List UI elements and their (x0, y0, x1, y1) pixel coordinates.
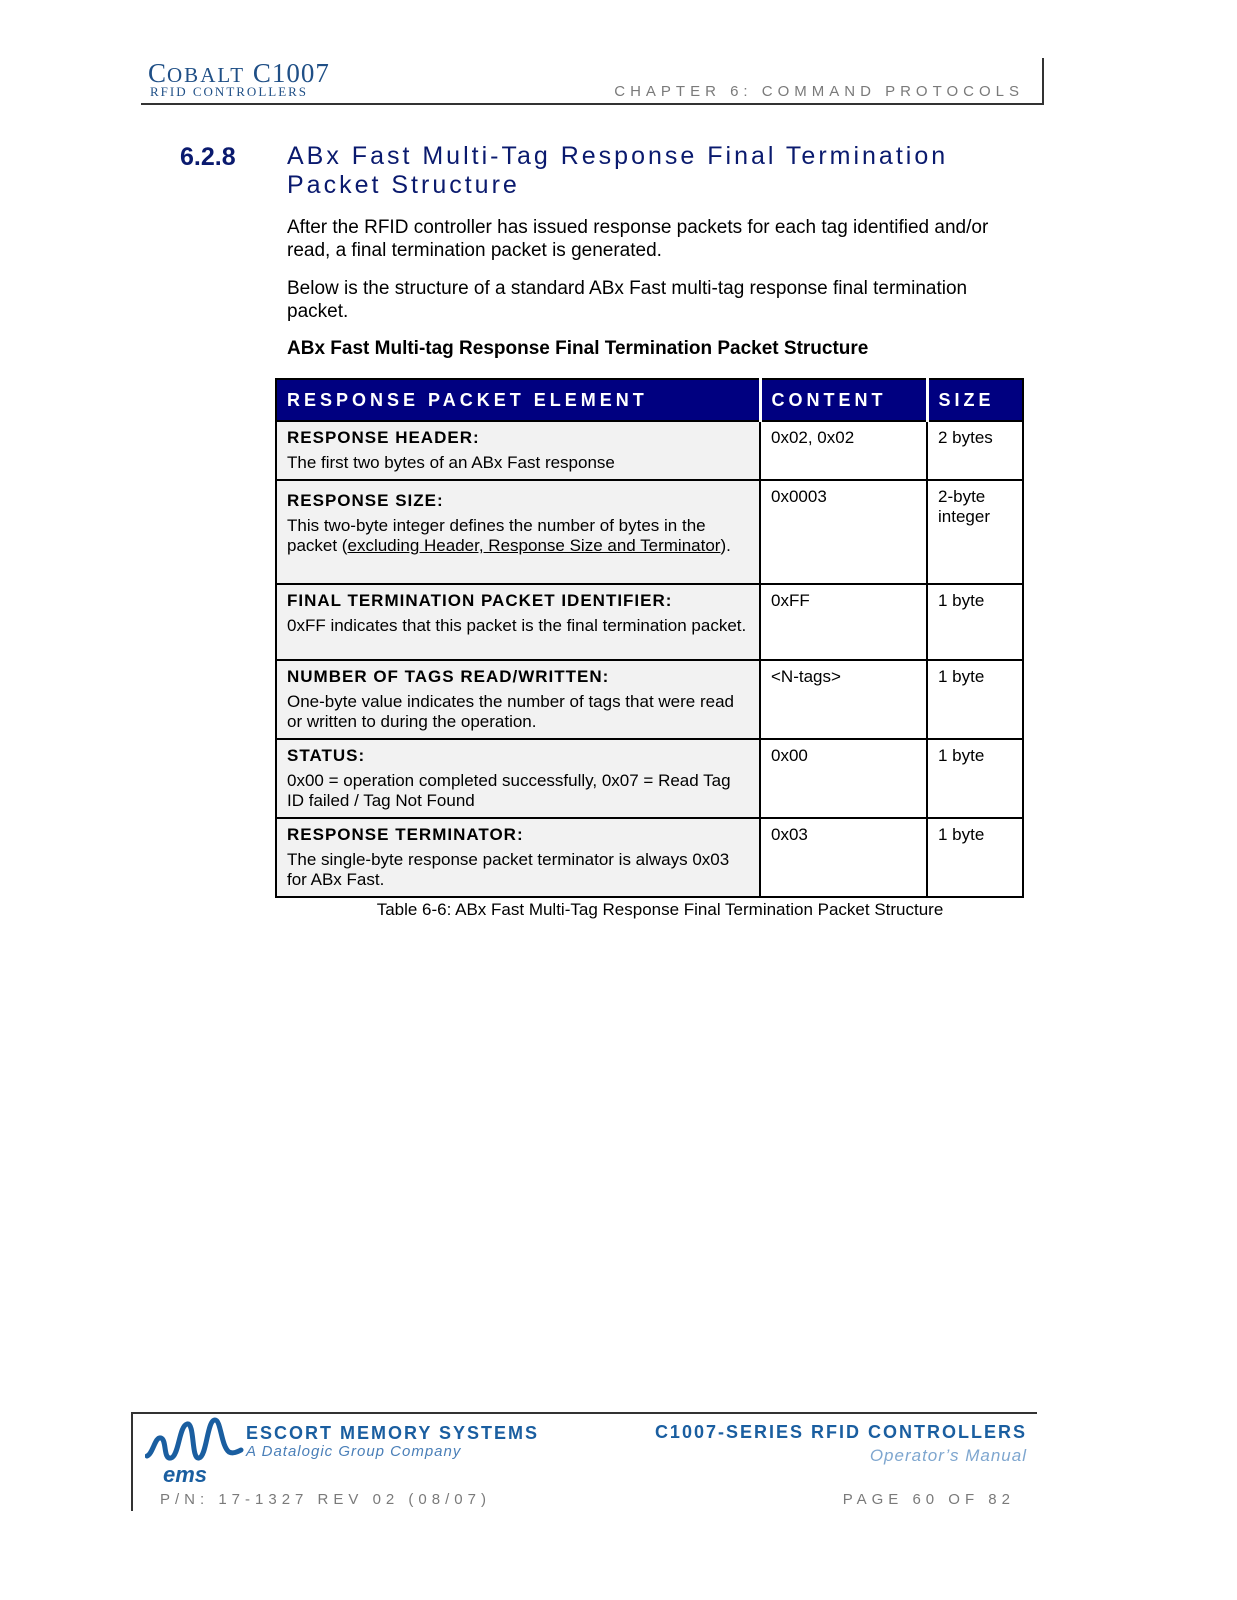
column-header-element: RESPONSE PACKET ELEMENT (276, 379, 760, 421)
size-cell: 2 bytes (927, 421, 1023, 480)
header-vertical-divider (1042, 58, 1044, 105)
element-name: FINAL TERMINATION PACKET IDENTIFIER: (287, 591, 673, 610)
size-cell: 1 byte (927, 818, 1023, 897)
element-name: RESPONSE SIZE: (287, 491, 444, 510)
table-row (276, 584, 1023, 660)
element-description: The first two bytes of an ABx Fast response (287, 453, 615, 472)
content-cell: 0xFF (760, 584, 927, 660)
manual-title: Operator’s Manual (869, 1446, 1027, 1465)
table-header-row (276, 379, 1023, 421)
part-number: P/N: 17-1327 REV 02 (08/07) (160, 1491, 491, 1508)
header-divider (141, 103, 1044, 105)
size-cell: 1 byte (927, 584, 1023, 660)
element-cell (276, 421, 760, 480)
element-description: 0x00 = operation completed successfully, 0x07 = Read Tag ID failed / Tag Not Found (287, 771, 731, 810)
cobalt-logo: COBALT C1007 (148, 58, 330, 88)
element-cell (276, 480, 760, 584)
ems-logo-icon (145, 1416, 245, 1486)
element-name: RESPONSE TERMINATOR: (287, 825, 524, 844)
column-header-size: SIZE (927, 379, 1023, 421)
content-cell: 0x03 (760, 818, 927, 897)
content-cell: 0x00 (760, 739, 927, 818)
table-row (276, 421, 1023, 480)
content-cell: 0x02, 0x02 (760, 421, 927, 480)
company-name: ESCORT MEMORY SYSTEMS (246, 1423, 540, 1443)
table-caption: Table 6-6: ABx Fast Multi-Tag Response Final Termination Packet Structure (376, 900, 944, 919)
element-description: 0xFF indicates that this packet is the final termination packet. (287, 616, 747, 635)
footer-vertical-divider (131, 1412, 133, 1511)
element-name: NUMBER OF TAGS READ/WRITTEN: (287, 667, 610, 686)
product-name: C1007-SERIES RFID CONTROLLERS (654, 1422, 1027, 1442)
table-row (276, 818, 1023, 897)
element-cell (276, 818, 760, 897)
column-header-content: CONTENT (760, 379, 927, 421)
table-row (276, 480, 1023, 584)
content-cell: <N-tags> (760, 660, 927, 739)
size-cell: 2-byte integer (927, 480, 1023, 584)
section-number: 6.2.8 (180, 143, 236, 171)
ems-logo-text: ems (163, 1462, 208, 1486)
element-cell (276, 584, 760, 660)
table-title: ABx Fast Multi-tag Response Final Termination Packet Structure (287, 338, 869, 359)
company-subtitle: A Datalogic Group Company (246, 1443, 462, 1460)
footer-divider (132, 1412, 1037, 1414)
element-description: One-byte value indicates the number of tags that were read or written to during the operation. (287, 692, 734, 731)
content-cell: 0x0003 (760, 480, 927, 584)
element-cell (276, 739, 760, 818)
logo-subtitle: RFID CONTROLLERS (150, 84, 309, 99)
element-name: RESPONSE HEADER: (287, 428, 480, 447)
element-description: The single-byte response packet terminator is always 0x03 for ABx Fast. (287, 850, 730, 889)
packet-structure-table (275, 378, 1024, 898)
table-row (276, 739, 1023, 818)
chapter-heading: CHAPTER 6: COMMAND PROTOCOLS (614, 83, 1024, 100)
underlined-exclusion-text: excluding Header, Response Size and Terminator (347, 536, 721, 555)
size-cell: 1 byte (927, 660, 1023, 739)
intro-paragraph: After the RFID controller has issued response packets for each tag identified and/or read, a final termination packet is generated. (287, 217, 989, 261)
table-row (276, 660, 1023, 739)
element-description: This two-byte integer defines the number of bytes in the packet (excluding Header, Response Size and Terminator). (287, 516, 731, 555)
page-number: PAGE 60 OF 82 (842, 1491, 1015, 1508)
structure-paragraph: Below is the structure of a standard ABx Fast multi-tag response final termination packet. (287, 278, 968, 322)
element-cell (276, 660, 760, 739)
size-cell: 1 byte (927, 739, 1023, 818)
section-title: ABx Fast Multi-Tag Response Final Termination Packet Structure (287, 142, 949, 199)
element-name: STATUS: (287, 746, 366, 765)
